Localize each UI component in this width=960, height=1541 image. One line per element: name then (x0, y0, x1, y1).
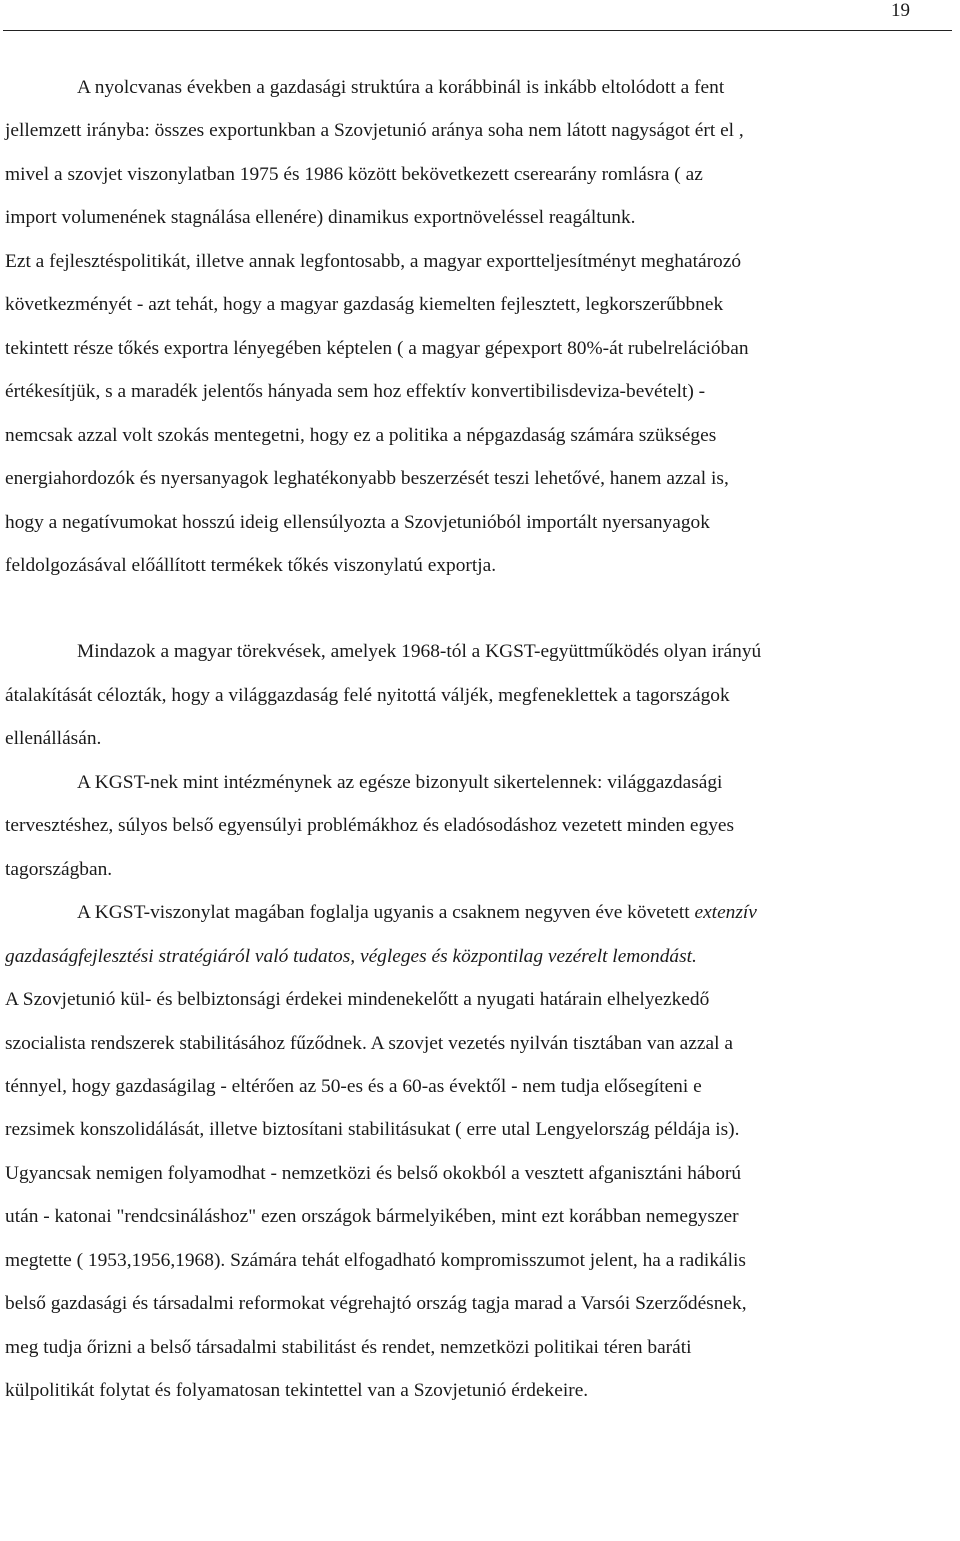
text-line: meg tudja őrizni a belső társadalmi stabilitást és rendet, nemzetközi politikai téren baráti (5, 1336, 692, 1358)
text-line: ellenállásán. (5, 728, 102, 750)
paragraph-3 (5, 761, 950, 891)
text-line: A KGST-nek mint intézménynek az egésze bizonyult sikertelennek: világgazdasági (77, 771, 723, 793)
body-text (5, 66, 950, 1413)
text-line: energiahordozók és nyersanyagok leghatékonyabb beszerzését teszi lehetővé, hanem azzal is, (5, 468, 729, 490)
paragraph-1 (5, 66, 950, 587)
text-line: után - katonai "rendcsináláshoz" ezen országok bármelyikében, mint ezt korábban nemegyszer (5, 1206, 739, 1228)
text-line (5, 935, 950, 978)
text-line: belső gazdasági és társadalmi reformokat végrehajtó ország tagja marad a Varsói Szerződésnek, (5, 1293, 747, 1315)
text-line: tervesztéshez, súlyos belső egyensúlyi problémákhoz és eladósodáshoz vezetett minden egyes (5, 815, 735, 837)
text-span: A KGST-viszonylat magában foglalja ugyanis a csaknem negyven éve követett (77, 902, 695, 924)
text-line: tagországban. (5, 858, 113, 880)
text-line: Ezt a fejlesztéspolitikát, illetve annak legfontosabb, a magyar exportteljesítményt meghatározó (5, 250, 742, 272)
paragraph-spacer (5, 587, 950, 630)
page-number: 19 (891, 0, 910, 21)
text-line: szocialista rendszerek stabilitásához fűződnek. A szovjet vezetés nyilván tisztában van azzal a (5, 1032, 733, 1054)
emphasis-text: gazdaságfejlesztési stratégiáról való tudatos, végleges és központilag vezérelt lemondást. (5, 945, 697, 967)
text-line: mivel a szovjet viszonylatban 1975 és 1986 között bekövetkezett cserearány romlásra ( az (5, 163, 703, 185)
text-line: A nyolcvanas években a gazdasági struktúra a korábbinál is inkább eltolódott a fent (77, 77, 725, 98)
text-line: ténnyel, hogy gazdaságilag - eltérően az 50-es és a 60-as évektől - nem tudja elősegíteni e (5, 1075, 702, 1097)
header-rule (3, 30, 952, 31)
text-line: Mindazok a magyar törekvések, amelyek 1968-tól a KGST-együttműködés olyan irányú (77, 641, 762, 663)
text-line: értékesítjük, s a maradék jelentős hányada sem hoz effektív konvertibilisdeviza-bevételt) - (5, 381, 706, 403)
paragraph-4 (5, 891, 950, 1412)
text-line: tekintett része tőkés exportra lényegében képtelen ( a magyar gépexport 80%-át rubelrelációban (5, 337, 749, 359)
text-line: külpolitikát folytat és folyamatosan tekintettel van a Szovjetunió érdekeire. (5, 1380, 589, 1402)
text-line: következményét - azt tehát, hogy a magyar gazdaság kiemelten fejlesztett, legkorszerűbbnek (5, 294, 724, 316)
emphasis-text: extenzív (694, 902, 757, 924)
text-line: rezsimek konszolidálását, illetve biztosítani stabilitásukat ( erre utal Lengyelország példája is). (5, 1119, 740, 1141)
text-line: import volumenének stagnálása ellenére) dinamikus exportnöveléssel reagáltunk. (5, 207, 636, 229)
text-line: hogy a negatívumokat hosszú ideig ellensúlyozta a Szovjetunióból importált nyersanyagok (5, 511, 710, 533)
text-line: átalakítását célozták, hogy a világgazdaság felé nyitottá váljék, megfeneklettek a tagországok (5, 684, 730, 706)
text-line: feldolgozásával előállított termékek tőkés viszonylatú exportja. (5, 554, 497, 576)
text-line: Ugyancsak nemigen folyamodhat - nemzetközi és belső okokból a vesztett afganisztáni háború (5, 1162, 742, 1184)
text-line: A Szovjetunió kül- és belbiztonsági érdekei mindenekelőtt a nyugati határain elhelyezkedő (5, 989, 710, 1011)
text-line: megtette ( 1953,1956,1968). Számára tehát elfogadható kompromisszumot jelent, ha a radikális (5, 1249, 746, 1271)
text-line: nemcsak azzal volt szokás mentegetni, hogy ez a politika a népgazdaság számára szükséges (5, 424, 717, 446)
text-line: jellemzett irányba: összes exportunkban a Szovjetunió aránya soha nem látott nagyságot ért el , (5, 120, 744, 142)
text-line (5, 891, 950, 934)
paragraph-2 (5, 630, 950, 760)
